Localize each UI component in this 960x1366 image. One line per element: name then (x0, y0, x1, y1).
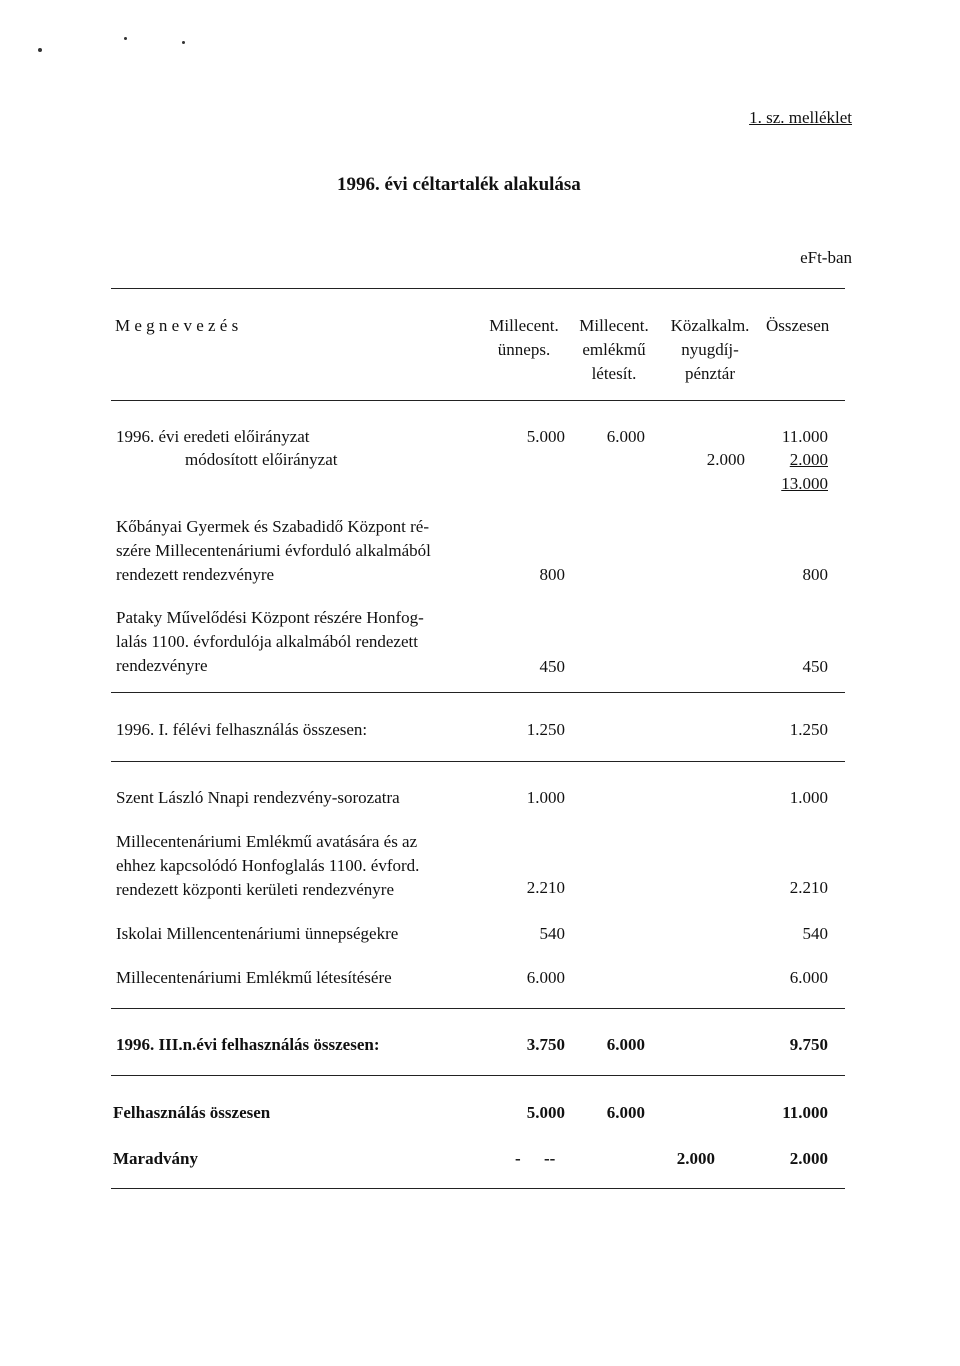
h2-total-label: 1996. III.n.évi felhasználás összesen: (116, 1035, 380, 1054)
summary-rule (111, 1188, 845, 1189)
remainder-label: Maradvány (113, 1149, 198, 1168)
scan-speck (124, 37, 127, 40)
column-header-rule (111, 400, 845, 401)
item-pataky-c1: 450 (539, 657, 565, 676)
h1-total-c1: 1.250 (526, 720, 565, 739)
scan-speck (182, 41, 185, 44)
column-header-1: Millecent. ünneps. (489, 316, 559, 359)
remainder-c2: -- (544, 1149, 556, 1168)
h2-total-c2: 6.000 (606, 1035, 645, 1054)
column-header-total: Összesen (766, 316, 830, 335)
item-kobanyai-c1: 800 (539, 565, 565, 584)
item-emlekmu-avatas-total: 2.210 (789, 878, 828, 897)
usage-total-c1: 5.000 (526, 1103, 565, 1122)
item-szent-laszlo-total: 1.000 (789, 788, 828, 807)
original-budget-c1: 5.000 (526, 427, 565, 446)
item-emlekmu-avatas-c1: 2.210 (526, 878, 565, 897)
item-iskolai-c1: 540 (539, 924, 565, 943)
usage-total-c2: 6.000 (606, 1103, 645, 1122)
item-szent-laszlo-c1: 1.000 (526, 788, 565, 807)
original-budget-label: 1996. évi eredeti előirányzat (116, 427, 310, 446)
column-header-2: Millecent. emlékmű létesít. (579, 316, 649, 383)
h2-rule (111, 1008, 845, 1009)
modified-budget-c3: 2.000 (706, 450, 745, 469)
item-emlekmu-letesites-c1: 6.000 (526, 968, 565, 987)
item-iskolai: Iskolai Millencentenáriumi ünnepségekre (116, 924, 399, 943)
item-szent-laszlo: Szent László Nnapi rendezvény-sorozatra (116, 788, 400, 807)
modified-budget-total: 2.000 (789, 450, 828, 469)
usage-total-total: 11.000 (782, 1103, 828, 1122)
remainder-total: 2.000 (789, 1149, 828, 1168)
annex-label: 1. sz. melléklet (749, 108, 852, 127)
item-kobanyai-total: 800 (802, 565, 828, 584)
original-budget-c2: 6.000 (606, 427, 645, 446)
item-emlekmu-letesites: Millecentenáriumi Emlékmű létesítésére (116, 968, 392, 987)
item-emlekmu-letesites-total: 6.000 (789, 968, 828, 987)
h1-total-label: 1996. I. félévi felhasználás összesen: (116, 720, 368, 739)
grand-total-budget: 13.000 (781, 474, 828, 493)
header-rule (111, 288, 845, 289)
page-title: 1996. évi céltartalék alakulása (337, 174, 581, 195)
remainder-c3: 2.000 (676, 1149, 715, 1168)
h1-total-rule (111, 761, 845, 762)
h2-total-c1: 3.750 (526, 1035, 565, 1054)
h2-total-total: 9.750 (789, 1035, 828, 1054)
item-iskolai-total: 540 (802, 924, 828, 943)
scan-speck (38, 48, 42, 52)
h1-total-total: 1.250 (789, 720, 828, 739)
item-kobanyai: Kőbányai Gyermek és Szabadidő Központ ré- szére Millecentenáriumi évforduló alkalmából rendezett rendezvényre (116, 517, 431, 584)
item-pataky: Pataky Művelődési Központ részére Honfog- lalás 1100. évfordulója alkalmából rendezett rendezvényre (116, 608, 424, 675)
column-header-3: Közalkalm. nyugdíj- pénztár (670, 316, 750, 383)
item-emlekmu-avatas: Millecentenáriumi Emlékmű avatására és az ehhez kapcsolódó Honfoglalás 1100. évford. rendezett központi kerületi rendezvényre (116, 832, 420, 899)
remainder-c1: - (515, 1149, 521, 1168)
modified-budget-label: módosított előirányzat (185, 450, 338, 469)
column-header-name: M e g n e v e z é s (115, 316, 239, 335)
item-pataky-total: 450 (802, 657, 828, 676)
h1-rule (111, 692, 845, 693)
original-budget-total: 11.000 (781, 427, 828, 446)
unit-label: eFt-ban (800, 248, 852, 267)
usage-total-label: Felhasználás összesen (113, 1103, 271, 1122)
h2-total-rule (111, 1075, 845, 1076)
